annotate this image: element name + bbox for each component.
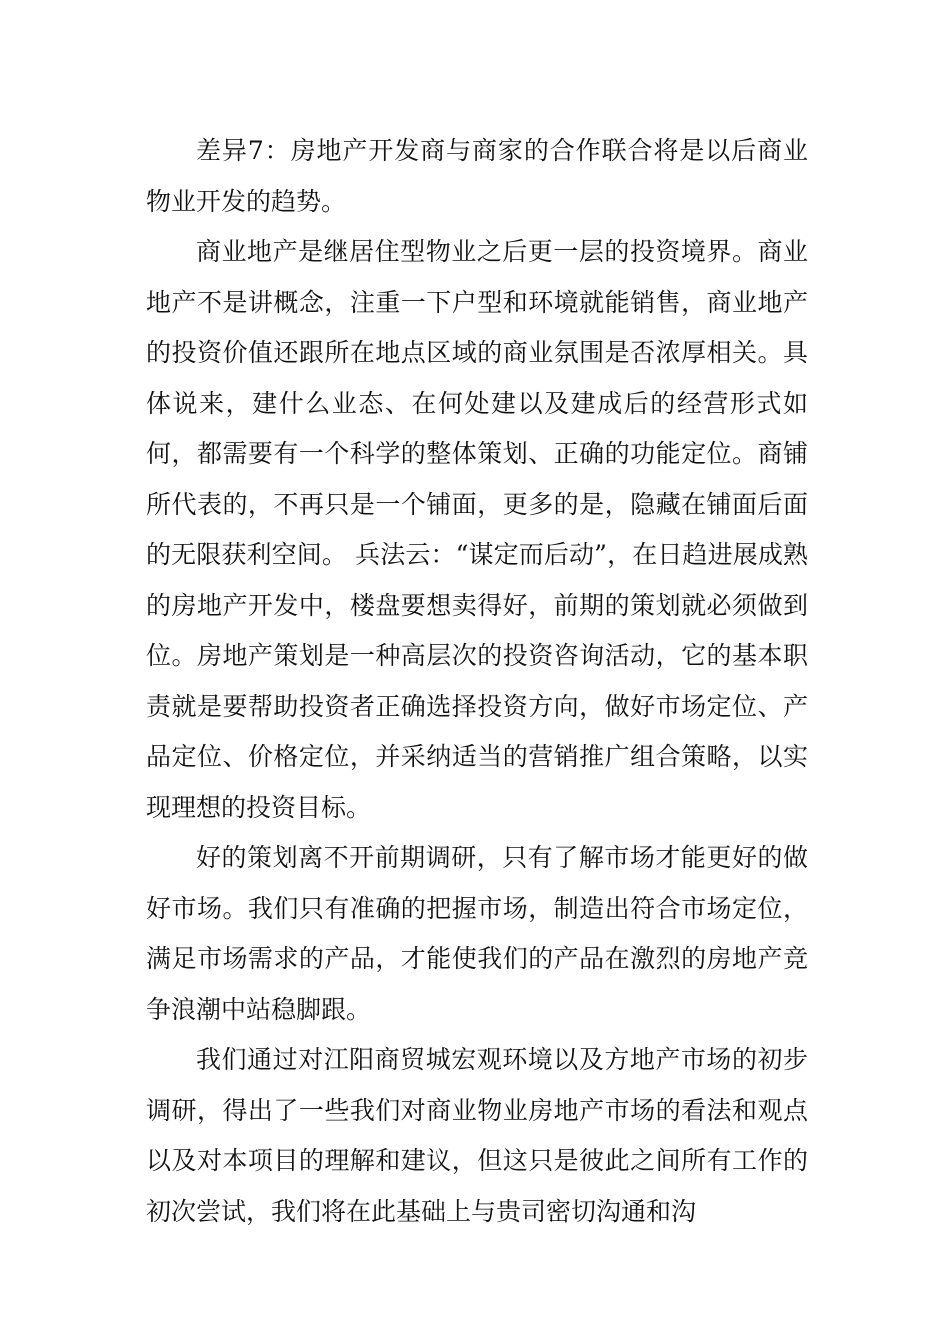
paragraph-preliminary-survey: 我们通过对江阳商贸城宏观环境以及方地产市场的初步调研，得出了一些我们对商业物业房地产市场的看法和观点以及对本项目的理解和建议，但这只是彼此之间所有工作的初次尝试，我们将在此基础上与贵司密切沟通和沟 — [146, 1045, 808, 1226]
paragraph-difference-7: 差异7：房地产开发商与商家的合作联合将是以后商业物业开发的趋势。 — [146, 136, 808, 216]
document-body — [146, 126, 808, 1237]
paragraph-commercial-real-estate: 商业地产是继居住型物业之后更一层的投资境界。商业地产不是讲概念，注重一下户型和环境就能销售，商业地产的投资价值还跟所在地点区域的商业氛围是否浓厚相关。具体说来，建什么业态、在何处建以及建成后的经营形式如何，都需要有一个科学的整体策划、正确的功能定位。商铺所代表的，不再只是一个铺面，更多的是，隐藏在铺面后面的无限获利空间。 兵法云：“谋定而后动”，在日趋进展成熟的房地产开发中，楼盘要想卖得好，前期的策划就必须做到位。房地产策划是一种高层次的投资咨询活动，它的基本职责就是要帮助投资者正确选择投资方向，做好市场定位、产品定位、价格定位，并采纳适当的营销推广组合策略，以实现理想的投资目标。 — [146, 237, 808, 822]
paragraph-market-research: 好的策划离不开前期调研，只有了解市场才能更好的做好市场。我们只有准确的把握市场，制造出符合市场定位，满足市场需求的产品，才能使我们的产品在激烈的房地产竞争浪潮中站稳脚跟。 — [146, 843, 808, 1024]
